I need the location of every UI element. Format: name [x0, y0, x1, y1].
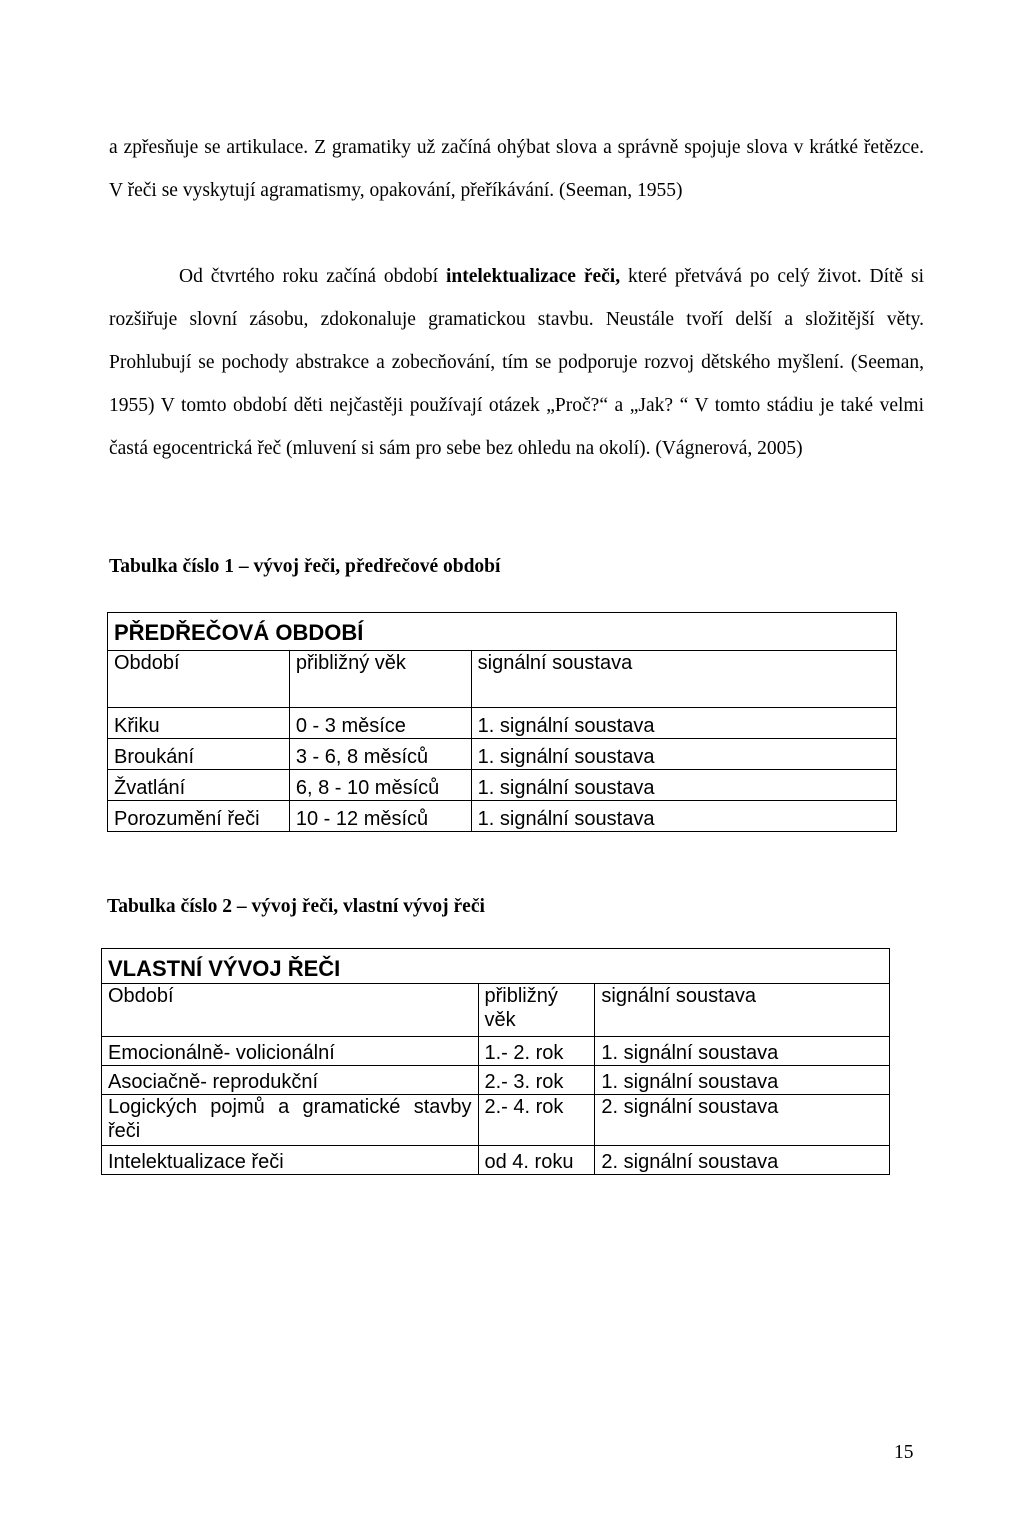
table1-header-row [108, 651, 897, 708]
table-cell: Logických pojmů a gramatické stavby řeči [102, 1095, 479, 1146]
table-row [108, 801, 897, 832]
paragraph-intellectualization [109, 255, 924, 470]
table2-title-row [102, 949, 890, 984]
table-row [108, 770, 897, 801]
paragraph-bold-term: intelektualizace řeči, [445, 266, 621, 287]
table1-title-row [108, 613, 897, 651]
table-row [102, 1066, 890, 1095]
table2-header-cell: signální soustava [595, 984, 890, 1037]
table-cell: 2. signální soustava [595, 1146, 890, 1175]
table-cell: 3 - 6, 8 měsíců [289, 739, 471, 770]
table-row [102, 1037, 890, 1066]
table-cell: Intelektualizace řeči [102, 1146, 479, 1175]
table-cell: 2. signální soustava [595, 1095, 890, 1146]
page-number: 15 [894, 1442, 914, 1463]
table-cell: Broukání [108, 739, 290, 770]
table-cell: 10 - 12 měsíců [289, 801, 471, 832]
table2-title: VLASTNÍ VÝVOJ ŘEČI [102, 949, 890, 984]
table-cell: 6, 8 - 10 měsíců [289, 770, 471, 801]
table1-header-cell: přibližný věk [289, 651, 471, 708]
table1-title: PŘEDŘEČOVÁ OBDOBÍ [108, 613, 897, 651]
table-cell: 1. signální soustava [595, 1037, 890, 1066]
table-cell: 1. signální soustava [471, 739, 896, 770]
table1-header-cell: Období [108, 651, 290, 708]
table-cell: 0 - 3 měsíce [289, 708, 471, 739]
table-row [102, 1146, 890, 1175]
table-cell: Křiku [108, 708, 290, 739]
table-cell: 1.- 2. rok [478, 1037, 595, 1066]
table-cell: Asociačně- reprodukční [102, 1066, 479, 1095]
table-cell: 1. signální soustava [471, 801, 896, 832]
table2-caption: Tabulka číslo 2 – vývoj řeči, vlastní vývoj řeči [107, 896, 485, 917]
table-prelinguistic-period [107, 612, 897, 832]
table1-caption: Tabulka číslo 1 – vývoj řeči, předřečové období [109, 556, 501, 577]
table-row [108, 739, 897, 770]
table-cell: Emocionálně- volicionální [102, 1037, 479, 1066]
table-cell: 1. signální soustava [471, 708, 896, 739]
paragraph-text-start: Od čtvrtého roku začíná období [179, 266, 446, 287]
table-row [102, 1095, 890, 1146]
table-cell: Porozumění řeči [108, 801, 290, 832]
table-speech-development [101, 948, 890, 1175]
paragraph-intro: a zpřesňuje se artikulace. Z gramatiky už začíná ohýbat slova a správně spojuje slova v krátké řetězce. V řeči se vyskytují agramatismy, opakování, přeříkávání. (Seeman, 1955) [109, 137, 924, 201]
table-cell: 1. signální soustava [471, 770, 896, 801]
table-cell: Žvatlání [108, 770, 290, 801]
table-cell: od 4. roku [478, 1146, 595, 1175]
table2-header-cell: přibližný věk [478, 984, 595, 1037]
table-cell: 2.- 4. rok [478, 1095, 595, 1146]
table-cell: 2.- 3. rok [478, 1066, 595, 1095]
table-row [108, 708, 897, 739]
table1-header-cell: signální soustava [471, 651, 896, 708]
table2-header-cell: Období [102, 984, 479, 1037]
paragraph-text-rest: které přetvává po celý život. Dítě si rozšiřuje slovní zásobu, zdokonaluje gramatickou stavbu. Neustále tvoří delší a složitější věty. Prohlubují se pochody abstrakce a zobecňování, tím se podporuje rozvoj dětského myšlení. (Seeman, 1955) V tomto období děti nejčastěji používají otázek „Proč?“ a „Jak? “ V tomto stádiu je také velmi častá egocentrická řeč (mluvení si sám pro sebe bez ohledu na okolí). (Vágnerová, 2005) [109, 266, 924, 459]
table2-header-row [102, 984, 890, 1037]
table-cell: 1. signální soustava [595, 1066, 890, 1095]
